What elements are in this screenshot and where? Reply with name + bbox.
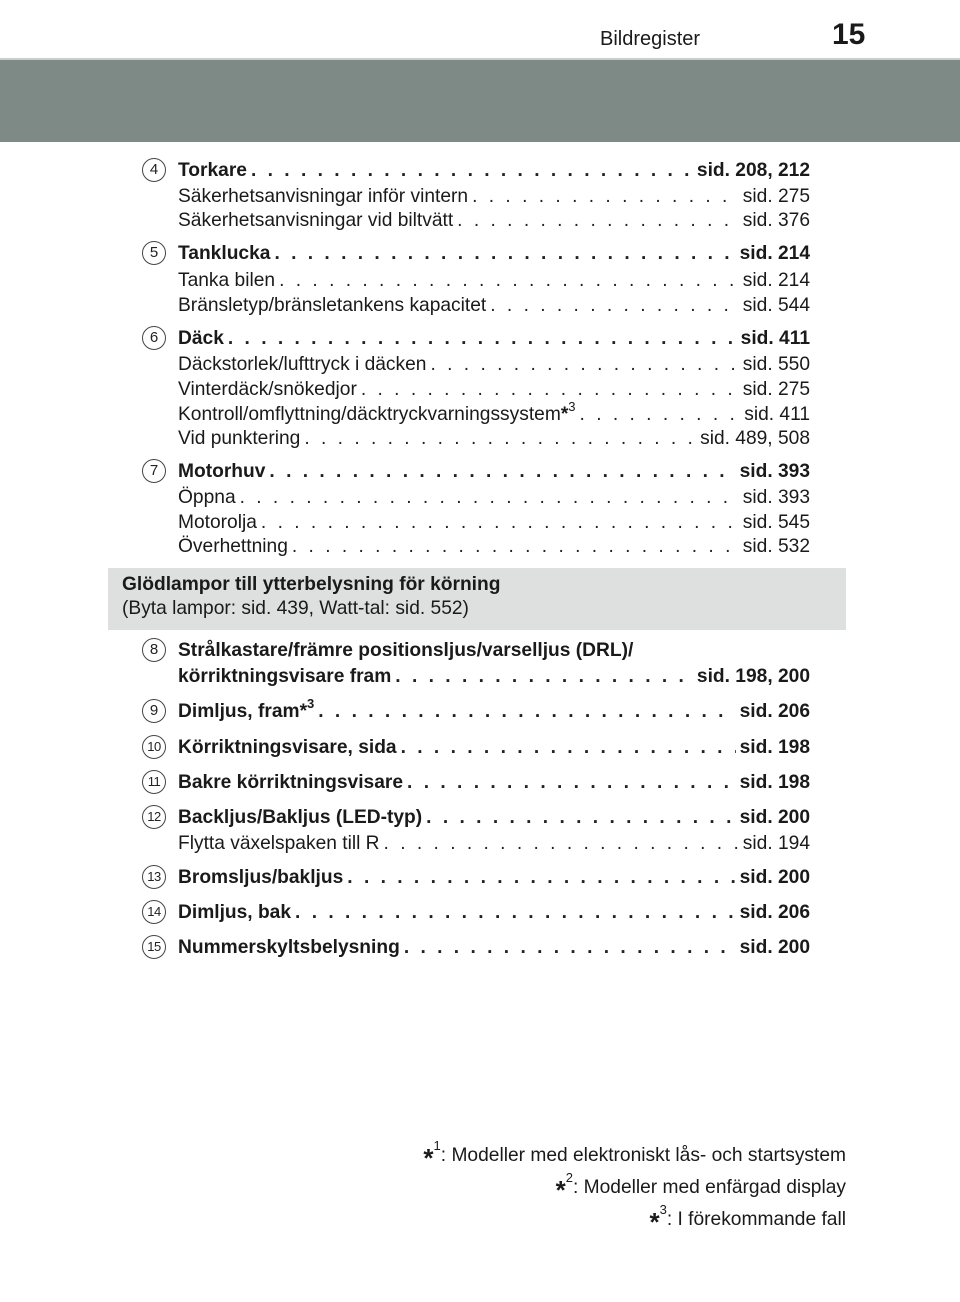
index-subentry: Bränsletyp/bränsletankens kapacitet . . . sid. 544 [178,293,810,319]
callout-number-14: 14 [142,900,166,924]
callout-number-15: 15 [142,935,166,959]
callout-number-10: 10 [142,735,166,759]
index-entry: Bakre körriktningsvisare . . . sid. 198 [178,770,810,796]
index-entry: Nummerskyltsbelysning . . . sid. 200 [178,935,810,961]
index-entry: Dimljus, fram*$^3$ . . . sid. 206 [178,699,810,725]
callout-number-11: 11 [142,770,166,794]
index-entry: körriktningsvisare fram . . . sid. 198, 200 [178,664,810,690]
index-entry: Däck . . . sid. 411 [178,326,810,352]
callout-number-9: 9 [142,699,166,723]
index-entry: Strålkastare/främre positionsljus/varselljus (DRL)/ [178,640,634,661]
footnote-3: *$^3$: I förekommande fall [649,1201,846,1237]
callout-number-4: 4 [142,158,166,182]
index-subentry: Säkerhetsanvisningar inför vintern . . . sid. 275 [178,184,810,210]
index-entry: Dimljus, bak . . . sid. 206 [178,900,810,926]
callout-number-6: 6 [142,326,166,350]
header-title: Bildregister [600,28,701,50]
index-entry: Bromsljus/bakljus . . . sid. 200 [178,865,810,891]
index-subentry: Vinterdäck/snökedjor . . . sid. 275 [178,377,810,403]
index-entry: Körriktningsvisare, sida . . . sid. 198 [178,735,810,761]
index-subentry: Tanka bilen . . . sid. 214 [178,268,810,294]
index-entry: Torkare . . . sid. 208, 212 [178,158,810,184]
callout-number-13: 13 [142,865,166,889]
index-subentry: Däckstorlek/lufttryck i däcken . . . sid. 550 [178,352,810,378]
footnotes [246,1136,846,1237]
index-subentry: Öppna . . . sid. 393 [178,485,810,511]
index-entry: Motorhuv . . . sid. 393 [178,459,810,485]
index-subentry: Vid punktering . . . sid. 489, 508 [178,426,810,452]
section-subtitle: (Byta lampor: sid. 439, Watt-tal: sid. 552) [122,598,469,619]
callout-number-5: 5 [142,241,166,265]
section-header-box [108,568,846,630]
callout-number-12: 12 [142,805,166,829]
callout-number-7: 7 [142,459,166,483]
header-band [0,60,960,142]
index-subentry: Kontroll/omflyttning/däcktryckvarningssystem*$^3$ . . . sid. 411 [178,402,810,428]
footnote-2: *$^2$: Modeller med enfärgad display [555,1169,846,1205]
page-header [0,0,960,58]
section-title: Glödlampor till ytterbelysning för körning [122,574,501,595]
footnote-1: *$^1$: Modeller med elektroniskt lås- och startsystem [423,1137,846,1173]
index-entry: Tanklucka . . . sid. 214 [178,241,810,267]
index-subentry: Motorolja . . . sid. 545 [178,510,810,536]
index-entry: Backljus/Bakljus (LED-typ) . . . sid. 200 [178,805,810,831]
page-number: 15 [832,18,866,51]
index-subentry: Överhettning . . . sid. 532 [178,534,810,560]
callout-number-8: 8 [142,638,166,662]
index-subentry: Flytta växelspaken till R . . . sid. 194 [178,831,810,857]
index-subentry: Säkerhetsanvisningar vid biltvätt . . . sid. 376 [178,208,810,234]
